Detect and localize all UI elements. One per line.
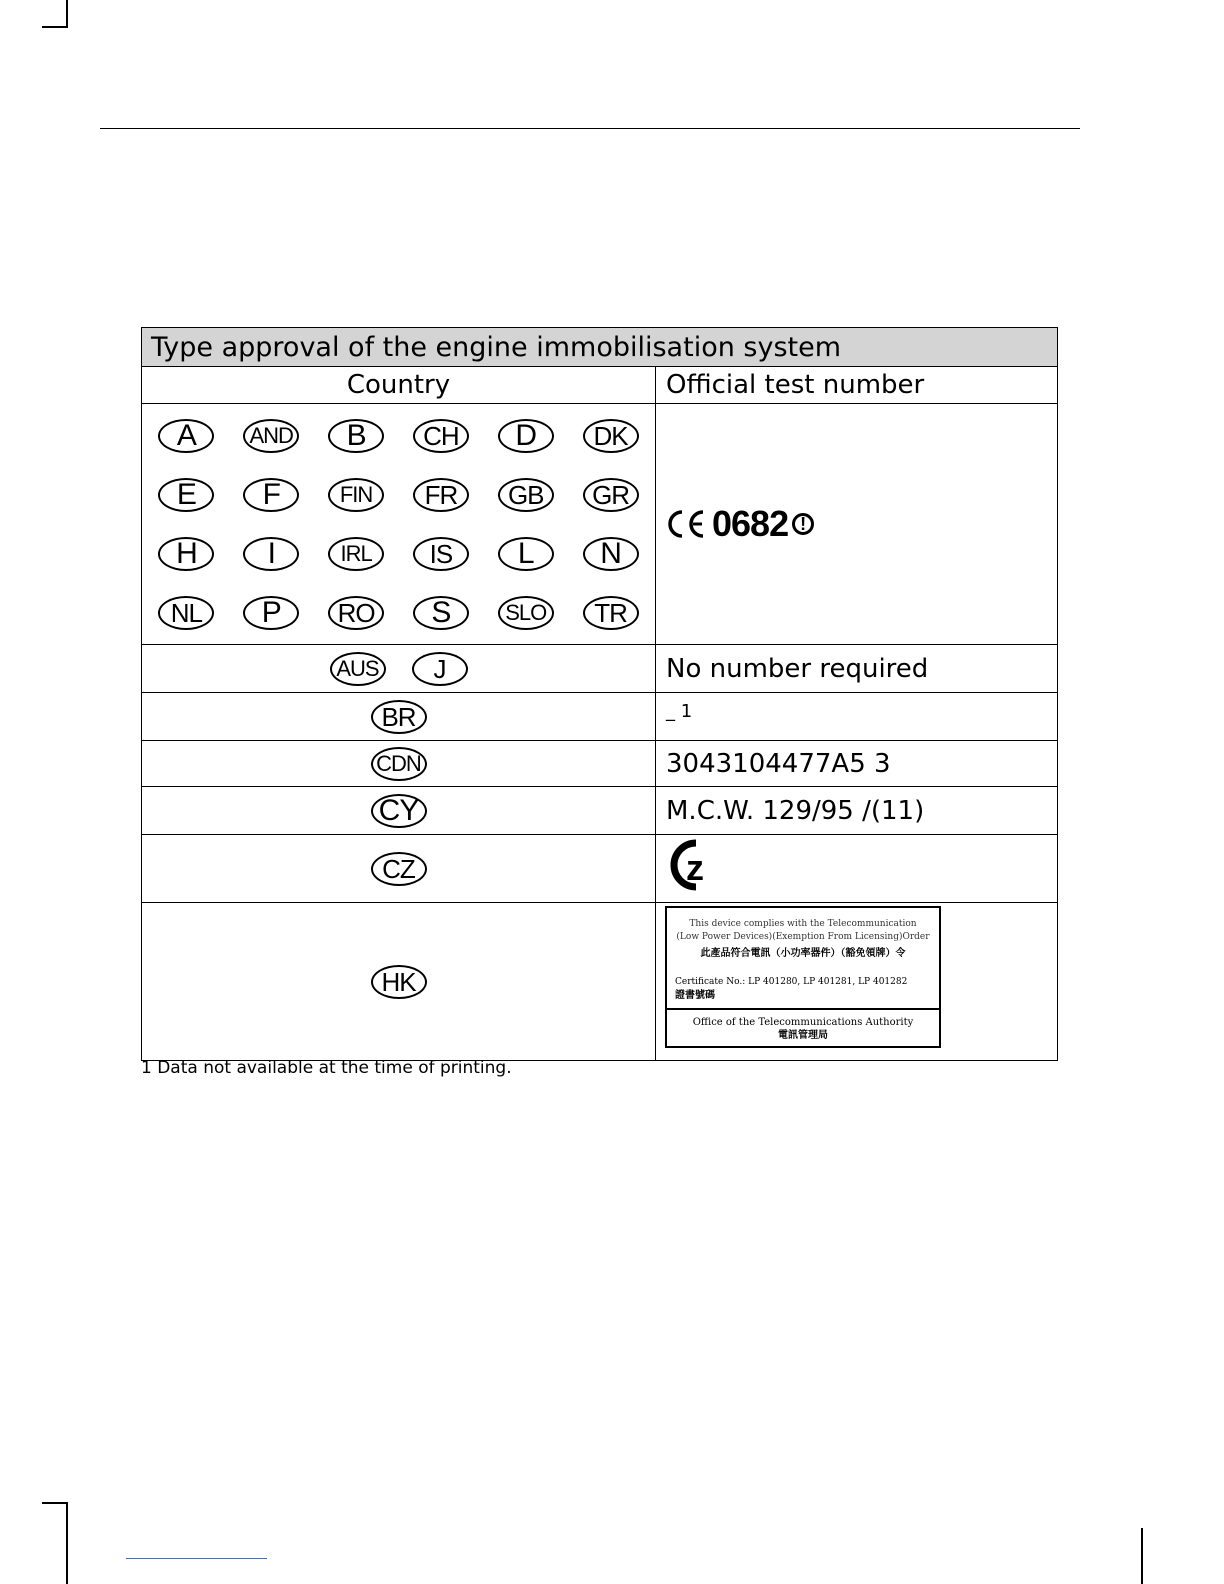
country-oval: IRL — [328, 537, 384, 571]
country-cell — [142, 903, 656, 1061]
country-oval: GR — [583, 478, 639, 512]
hk-certificate-chinese: 證書號碼 — [675, 990, 715, 1001]
country-oval: CDN — [371, 747, 427, 781]
ce-mark — [666, 503, 1057, 545]
notified-body-number: 0682 — [712, 503, 789, 544]
country-oval: N — [583, 537, 639, 571]
country-oval: H — [158, 537, 214, 571]
svg-text:z: z — [686, 847, 704, 888]
test-number-cell: No number required — [656, 645, 1058, 693]
hk-certificate-line — [675, 976, 931, 989]
country-oval: SLO — [498, 596, 554, 630]
hk-label-english-line: (Low Power Devices)(Exemption From Licensing)Order — [676, 932, 930, 942]
country-cell — [142, 645, 656, 693]
country-oval: DK — [583, 419, 639, 453]
ce-mark-cell — [656, 404, 1058, 645]
test-number-cell: 3043104477A5 3 — [656, 741, 1058, 787]
table-title: Type approval of the engine immobilisation system — [142, 328, 1058, 367]
country-cell — [142, 693, 656, 741]
hk-authority-chinese: 電訊管理局 — [778, 1030, 828, 1041]
alert-circle-icon: ! — [792, 513, 814, 535]
country-cell — [142, 835, 656, 903]
country-oval: D — [498, 419, 554, 453]
crop-mark-top-left-h — [42, 26, 68, 28]
bottom-link-underline — [126, 1558, 267, 1559]
country-oval: A — [158, 419, 214, 453]
hk-label-english-line: This device complies with the Telecommunication — [689, 919, 917, 929]
country-grid-cell — [142, 404, 656, 645]
hk-certificate-numbers: LP 401280, LP 401281, LP 401282 — [748, 977, 908, 987]
country-cell — [142, 741, 656, 787]
country-oval: CZ — [371, 852, 427, 886]
hk-ofta-label — [665, 906, 941, 1048]
country-oval: CY — [371, 794, 427, 828]
hk-certificate-prefix: Certificate No.: — [675, 977, 746, 987]
country-oval: AND — [243, 419, 299, 453]
test-number-cell: M.C.W. 129/95 /(11) — [656, 787, 1058, 835]
crop-mark-bottom-left-h — [42, 1502, 68, 1504]
header-country: Country — [142, 367, 656, 404]
country-oval: HK — [371, 965, 427, 999]
country-oval: RO — [328, 596, 384, 630]
country-oval: P — [243, 596, 299, 630]
country-oval: S — [413, 596, 469, 630]
country-oval: GB — [498, 478, 554, 512]
cz-approval-mark-icon — [666, 835, 726, 895]
header-rule — [100, 128, 1080, 129]
header-official-test-number: Official test number — [656, 367, 1058, 404]
cz-mark-cell — [656, 835, 1058, 903]
country-oval: FR — [413, 478, 469, 512]
footnote: 1 Data not available at the time of printing. — [141, 1058, 512, 1078]
country-oval: TR — [583, 596, 639, 630]
country-oval: L — [498, 537, 554, 571]
crop-mark-bottom-left-v — [66, 1502, 68, 1584]
crop-mark-top-left-v — [66, 0, 68, 27]
country-oval: E — [158, 478, 214, 512]
crop-mark-bottom-right-v — [1141, 1528, 1143, 1584]
country-oval: AUS — [330, 652, 386, 686]
country-cell — [142, 787, 656, 835]
country-oval: CH — [413, 419, 469, 453]
country-oval: FIN — [328, 478, 384, 512]
country-oval: F — [243, 478, 299, 512]
country-oval: J — [412, 652, 468, 686]
country-oval: IS — [413, 537, 469, 571]
country-oval-grid — [142, 404, 655, 644]
hk-label-cell — [656, 903, 1058, 1061]
hk-label-chinese-line: 此產品符合電訊（小功率器件）（豁免領牌）令 — [700, 948, 906, 959]
type-approval-table — [141, 327, 1058, 1061]
hk-authority-english: Office of the Telecommunications Authority — [692, 1017, 914, 1028]
country-oval: B — [328, 419, 384, 453]
ce-logo-icon — [666, 508, 708, 540]
country-oval: NL — [158, 596, 214, 630]
country-oval: BR — [371, 700, 427, 734]
country-oval: I — [243, 537, 299, 571]
test-number-cell: _ 1 — [656, 693, 1058, 741]
